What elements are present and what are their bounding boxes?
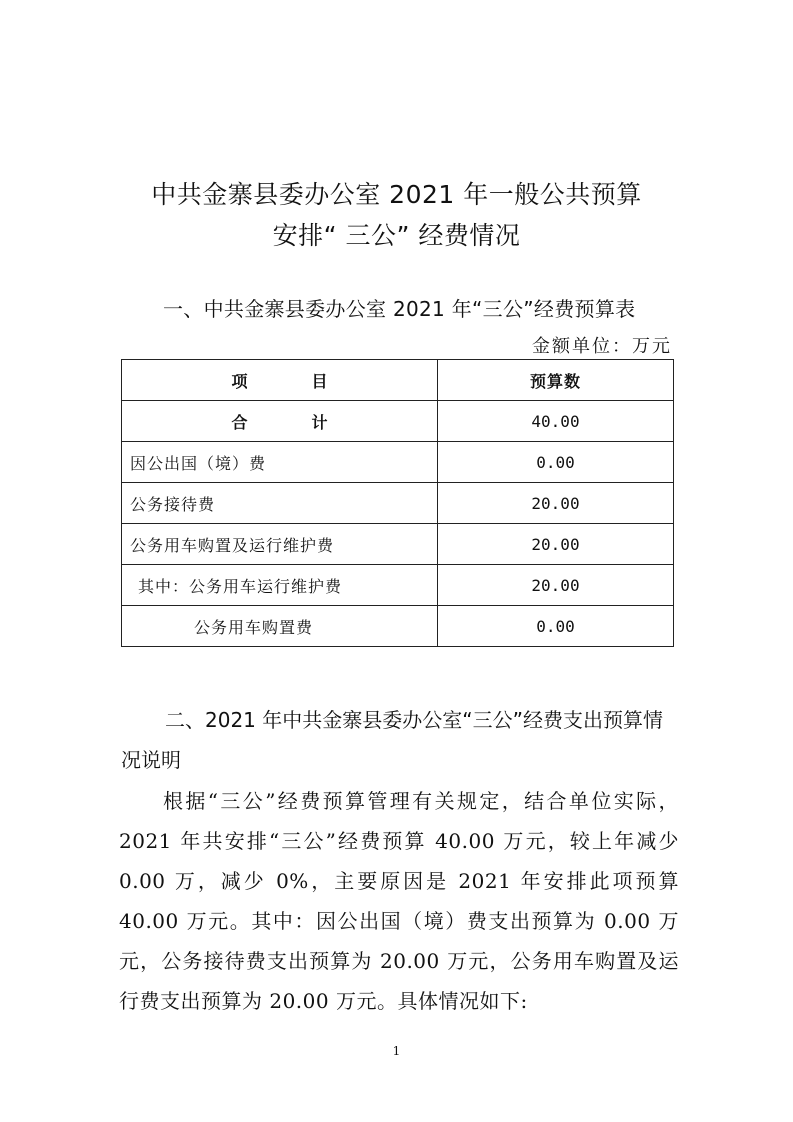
section-2-heading: 二、2021 年中共金寨县委办公室“三公”经费支出预算情况说明 [121,708,663,772]
table-row [122,442,674,483]
row-value: 20.00 [438,565,674,606]
page-number: 1 [392,1044,401,1058]
row-name: 因公出国（境）费 [122,442,438,483]
table-row [122,606,674,647]
column-header-item: 项 目 [122,360,438,401]
row-value: 20.00 [438,524,674,565]
explanation-paragraph: 根据“三公”经费预算管理有关规定，结合单位实际，2021 年共安排“三公”经费预算 40.00 万元，较上年减少 0.00 万，减少 0%，主要原因是 2021 年安排此项预算 40.00 万元。其中：因公出国（境）费支出预算为 0.00 万元，公务接待费支出预算为 20.00 万元，公务用车购置及运行费支出预算为 20.00 万元。具体情况如下: [119,789,679,1013]
row-value: 0.00 [438,442,674,483]
table-row [122,524,674,565]
document-title-line-1: 中共金寨县委办公室 2021 年一般公共预算 [151,180,642,209]
row-name: 公务接待费 [122,483,438,524]
row-name: 其中：公务用车运行维护费 [122,565,438,606]
table-row [122,565,674,606]
row-name-total: 合 计 [122,401,438,442]
column-header-budget: 预算数 [438,360,674,401]
row-value: 0.00 [438,606,674,647]
row-value: 20.00 [438,483,674,524]
amount-unit-label: 金额单位：万元 [532,336,672,357]
row-value-total: 40.00 [438,401,674,442]
row-name: 公务用车购置费 [122,606,438,647]
table-row [122,483,674,524]
row-name: 公务用车购置及运行维护费 [122,524,438,565]
table-row [122,401,674,442]
document-title-line-2: 安排“ 三公” 经费情况 [272,221,521,250]
section-1-heading: 一、中共金寨县委办公室 2021 年“三公”经费预算表 [163,297,636,321]
table-header-row [122,360,674,401]
three-public-budget-table [121,359,674,647]
